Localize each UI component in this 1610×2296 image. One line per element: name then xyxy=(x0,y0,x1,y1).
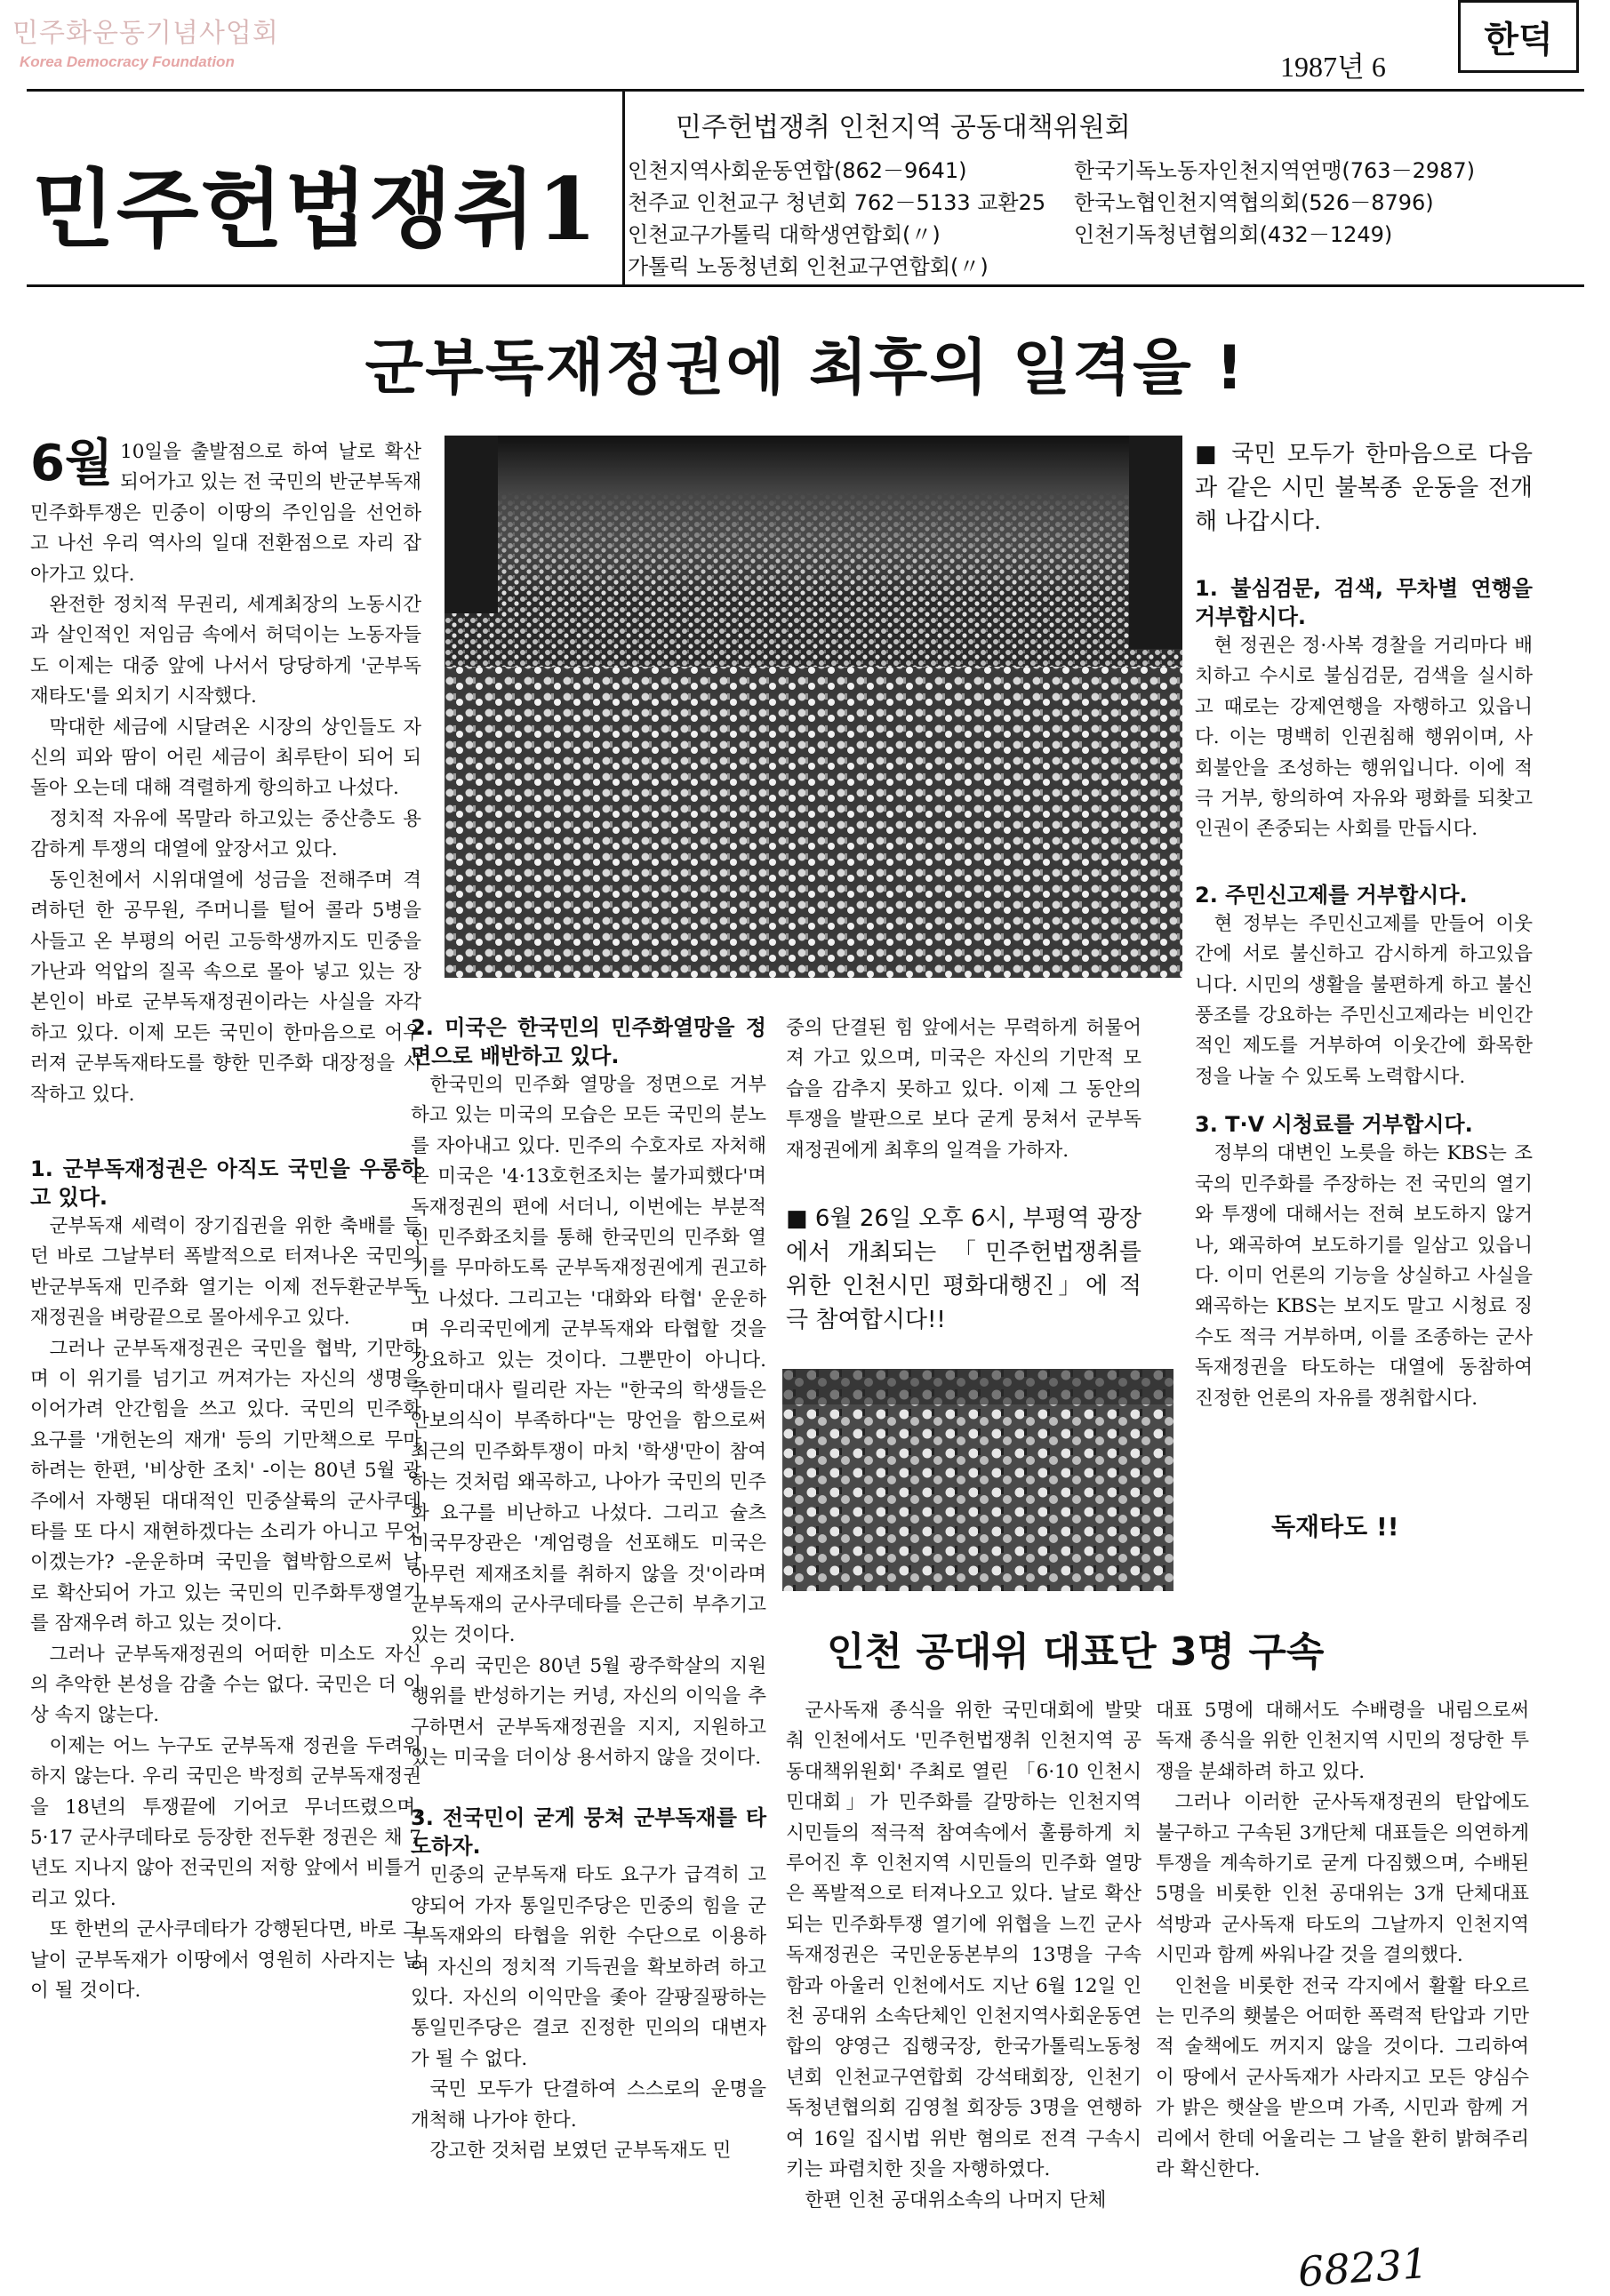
main-headline: 군부독재정권에 최후의 일격을 ! xyxy=(364,333,1246,404)
org-left-2: 천주교 인천교구 청년회 762－5133 교환25 xyxy=(628,190,1046,215)
section-2-para-2: 우리 국민은 80년 5월 광주학살의 지원행위를 반성하기는 커녕, 자신의 이익을 추구하면서 군부독재정권을 지지, 지원하고 있는 미국을 더이상 용서하지 않을 것이다. xyxy=(411,1654,766,1769)
protest-photo xyxy=(782,1369,1173,1591)
sub-article-left xyxy=(786,1696,1141,2216)
org-left-4: 가톨릭 노동청년회 인천교구연합회(〃) xyxy=(628,254,989,279)
item-3-text: 정부의 대변인 노릇을 하는 KBS는 조국의 민주화를 주장하는 전 국민의 열기와 투쟁에 대해서는 전혀 보도하지 않거나, 왜곡하여 보도하기를 일삼고 있읍니다. 이미 언론의 기능을 상실하고 사실을 왜곡하는 KBS는 보지도 말고 시청료 징수도 적극 거부하며, 이를 조종하는 군사독재정권을 타도하는 대열에 동참하여 진정한 언론의 자유를 쟁취합시다. xyxy=(1195,1142,1533,1410)
sub-article-cont: 대표 5명에 대해서도 수배령을 내림으로써 독재 종식을 위한 인천지역 시민의 정당한 투쟁을 분쇄하려 하고 있다. xyxy=(1156,1700,1529,1783)
column-3 xyxy=(786,1013,1141,1337)
section-3-para-2: 국민 모두가 단결하여 스스로의 운명을 개척해 나가야 한다. xyxy=(411,2078,766,2132)
intro-lead: 10일을 출발점으로 하여 날로 확산되어가고 있는 전 국민의 반군부독재 민주화투쟁은 민중이 이땅의 주인임을 선언하고 나선 우리 역사의 일대 전환점으로 자리 잡아가고 있다. xyxy=(30,441,421,586)
crowd-photo-image xyxy=(445,436,1182,978)
intro-para-1: 완전한 정치적 무권리, 세계최장의 노동시간과 살인적인 저임금 속에서 허덕이는 노동자들도 이제는 대중 앞에 나서서 당당하게 '군부독재타도'를 외치기 시작했다. xyxy=(30,594,421,708)
section-1-para-1: 군부독재 세력이 장기집권을 위한 축배를 들던 바로 그날부터 폭발적으로 터져나온 국민의 반군부독재 민주화 열기는 이제 전두환군부독재정권을 벼랑끝으로 몰아세우고 있다. xyxy=(30,1214,421,1330)
sub-article-last-line: 한편 인천 공대위소속의 나머지 단체 xyxy=(805,2188,1107,2212)
sub-article-right xyxy=(1156,1696,1529,2186)
org-left-3: 인천교구가톨릭 대학생연합회(〃) xyxy=(628,222,941,247)
item-2-title: 2. 주민신고제를 거부합시다. xyxy=(1195,882,1468,908)
sub-article-para-2: 인천을 비롯한 전국 각지에서 활활 타오르는 민주의 횃불은 어떠한 폭력적 탄압과 기만적 술책에도 꺼지지 않을 것이다. 그리하여 이 땅에서 군사독재가 사라지고 모든 양심수가 밝은 햇살을 받으며 가족, 시민과 함께 거리에서 한데 어울리는 그 날을 환히 밝혀주리라 확신한다. xyxy=(1156,1974,1529,2181)
sub-article-text: 군사독재 종식을 위한 국민대회에 발맞춰 인천에서도 '민주헌법쟁취 인천지역 공동대책위원회' 주최로 열린 「6·10 인천시민대회」가 민주화를 갈망하는 인천지역 시민들의 적극적 참여속에서 훌륭하게 치루어진 후 인천지역 시민들의 민주화 열망은 폭발적으로 터져나오고 있다. 날로 확산되는 민주화투쟁 열기에 위협을 느낀 군사독재정권은 국민운동본부의 13명을 구속함과 아울러 인천에서도 지난 6월 12일 인천 공대위 소속단체인 인천지역사회운동연합의 양영근 집행국장, 한국가톨릭노동청년회 인천교구연합회 강석태회장, 인천기독청년협의회 김영철 회장등 3명을 연행하여 16일 집시법 위반 혐의로 전격 구속시키는 파렴치한 짓을 자행하였다. xyxy=(786,1700,1141,2181)
handwritten-number: 68231 xyxy=(1296,2238,1430,2296)
disobedience-intro: ■ 국민 모두가 한마음으로 다음과 같은 시민 불복종 운동을 전개해 나갑시다. xyxy=(1195,441,1533,535)
archive-stamp: 한덕 xyxy=(1458,0,1579,73)
masthead-title: 민주헌법쟁취1 xyxy=(32,159,599,260)
continued-text: 중의 단결된 힘 앞에서는 무력하게 허물어져 가고 있으며, 미국은 자신의 기만적 모습을 감추지 못하고 있다. 이제 그 동안의 투쟁을 발판으로 보다 굳게 뭉쳐서 군부독재정권에게 최후의 일격을 가하자. xyxy=(786,1017,1141,1162)
crowd-photo xyxy=(445,436,1182,978)
intro-para-2: 막대한 세금에 시달려온 시장의 상인들도 자신의 피와 땀이 어린 세금이 최루탄이 되어 되돌아 오는데 대해 격렬하게 항의하고 나섰다. xyxy=(30,716,421,800)
section-1-para-2: 그러나 군부독재정권은 국민을 협박, 기만하며 이 위기를 넘기고 꺼져가는 자신의 생명을 이어가려 안간힘을 쓰고 있다. 국민의 민주화 요구를 '개헌논의 재개' 등의 기만책으로 무마하려는 한편, '비상한 조치' -이는 80년 5월 광주에서 자행된 대대적인 민중살륙의 군사쿠데타를 또 다시 재현하겠다는 소리가 아니고 무엇이겠는가? -운운하며 국민을 협박함으로써 날로 확산되어 가고 있는 국민의 민주화투쟁열기를 잠재우려 하고 있는 것이다. xyxy=(30,1337,421,1636)
header-bottom-rule xyxy=(27,284,1584,287)
org-right-3: 인천기독청년협의회(432－1249) xyxy=(1074,222,1393,247)
watermark-korean: 민주화운동기념사업회 xyxy=(12,18,279,49)
protest-photo-image xyxy=(782,1369,1173,1591)
section-1-title: 1. 군부독재정권은 아직도 국민을 우롱하고 있다. xyxy=(30,1156,421,1210)
item-1-text: 현 정권은 정·사복 경찰을 거리마다 배치하고 수시로 불심검문, 검색을 실시하고 때로는 강제연행을 자행하고 있읍니다. 이는 명백히 인권침해 행위이며, 사회불안을 조성하는 행위입니다. 이에 적극 거부, 항의하여 자유와 평화를 되찾고 인권이 존중되는 사회를 만듭시다. xyxy=(1195,635,1533,841)
column-2 xyxy=(411,1013,766,2166)
top-rule xyxy=(27,89,1584,92)
item-1-title: 1. 불심검문, 검색, 무차별 연행을 거부합시다. xyxy=(1195,576,1533,629)
watermark-english: Korea Democracy Foundation xyxy=(20,53,235,70)
committee-name: 민주헌법쟁취 인천지역 공동대책위원회 xyxy=(676,112,1131,143)
section-2-para-1: 한국민의 민주화 열망을 정면으로 거부하고 있는 미국의 모습은 모든 국민의 분노를 자아내고 있다. 민주의 수호자로 자처해 온 미국은 '4·13호헌조치는 불가피했다'며 독재정권의 편에 서더니, 이번에는 부분적인 민주화조치를 통해 한국민의 민주화 열기를 무마하도록 군부독재정권에게 권고하고 나섰다. 그리고는 '대화와 타협' 운운하며 우리국민에게 군부독재와 타협할 것을 강요하고 있는 것이다. 그뿐만이 아니다. 주한미대사 릴리란 자는 "한국의 학생들은 안보의식이 부족하다"는 망언을 함으로써 최근의 민주화투쟁이 마치 '학생'만이 참여하는 것처럼 왜곡하고, 나아가 국민의 민주화 요구를 비난하고 나섰다. 그리고 슐츠 미국무장관은 '계엄령을 선포해도 미국은 아무런 제재조치를 취하지 않을 것'이라며 군부독재의 군사쿠데타를 은근히 부추기고 있는 것이다. xyxy=(411,1074,766,1647)
intro-para-3: 정치적 자유에 목말라 하고있는 중산층도 용감하게 투쟁의 대열에 앞장서고 있다. xyxy=(30,807,421,861)
column-1 xyxy=(30,437,421,2007)
item-2-text: 현 정부는 주민신고제를 만들어 이웃간에 서로 불신하고 감시하게 하고있읍니다. 시민의 생활을 불편하게 하고 불신풍조를 강요하는 주민신고제라는 비인간적인 제도를 거부하여 이웃간에 화목한 정을 나눌 수 있도록 노력합시다. xyxy=(1195,912,1533,1088)
section-2-title: 2. 미국은 한국민의 민주화열망을 정면으로 배반하고 있다. xyxy=(411,1015,766,1068)
section-1-para-4: 이제는 어느 누구도 군부독재 정권을 두려워 하지 않는다. 우리 국민은 박정희 군부독재정권을 18년의 투쟁끝에 기어코 무너뜨렸으며, 5·17 군사쿠데타로 등장한 전두환 정권은 채 7년도 지나지 않아 전국민의 저항 앞에서 비틀거리고 있다. xyxy=(30,1734,421,1910)
org-right-1: 한국기독노동자인천지역연맹(763－2987) xyxy=(1074,158,1476,183)
org-left-1: 인천지역사회운동연합(862－9641) xyxy=(628,158,967,183)
sub-headline: 인천 공대위 대표단 3명 구속 xyxy=(827,1629,1325,1675)
section-3-para-1: 민중의 군부독재 타도 요구가 급격히 고양되어 가자 통일민주당은 민중의 힘을 군부독재와의 타협을 위한 수단으로 이용하여 자신의 정치적 기득권을 확보하려 하고 있다. 자신의 이익만을 좇아 갈팡질팡하는 통일민주당은 결코 진정한 민의의 대변자가 될 수 없다. xyxy=(411,1864,766,2070)
section-3-para-3: 강고한 것처럼 보였던 군부독재도 민 xyxy=(429,2140,732,2162)
column-4 xyxy=(1195,437,1533,1414)
rally-notice: ■ 6월 26일 오후 6시, 부평역 광장에서 개최되는 「민주헌법쟁취를 위한 인천시민 평화대행진」에 적극 참여합시다!! xyxy=(786,1205,1141,1334)
slogan: 독재타도 !! xyxy=(1271,1512,1399,1541)
section-3-title: 3. 전국민이 굳게 뭉쳐 군부독재를 타도하자. xyxy=(411,1805,766,1860)
item-3-title: 3. T·V 시청료를 거부합시다. xyxy=(1195,1112,1473,1138)
masthead-divider xyxy=(622,89,625,284)
intro-para-4: 동인천에서 시위대열에 성금을 전해주며 격려하던 한 공무원, 주머니를 털어 콜라 5병을 사들고 온 부평의 어린 고등학생까지도 민중을 가난과 억압의 질곡 속으로 몰아 넣고 있는 장본인이 바로 군부독재정권이라는 사실을 자각하고 있다. 이제 모든 국민이 한마음으로 어우러져 군부독재타도를 향한 민주화 대장정을 시작하고 있다. xyxy=(30,868,421,1106)
dropcap: 6월 xyxy=(30,435,114,492)
org-right-2: 한국노협인천지역협의회(526－8796) xyxy=(1074,190,1434,215)
sub-article-para-1: 그러나 이러한 군사독재정권의 탄압에도 불구하고 구속된 3개단체 대표들은 의연하게 투쟁을 계속하기로 굳게 다짐했으며, 수배된 5명을 비롯한 인천 공대위는 3개 단체대표 석방과 군사독재 타도의 그날까지 인천지역 시민과 함께 싸워나갈 것을 결의했다. xyxy=(1156,1791,1529,1967)
section-1-para-3: 그러나 군부독재정권의 어떠한 미소도 자신의 추악한 본성을 감출 수는 없다. 국민은 더 이상 속지 않는다. xyxy=(30,1643,421,1727)
issue-date: 1987년 6 xyxy=(1280,51,1386,83)
section-1-para-5: 또 한번의 군사쿠데타가 강행된다면, 바로 그날이 군부독재가 이땅에서 영원히 사라지는 날이 될 것이다. xyxy=(30,1918,421,2003)
